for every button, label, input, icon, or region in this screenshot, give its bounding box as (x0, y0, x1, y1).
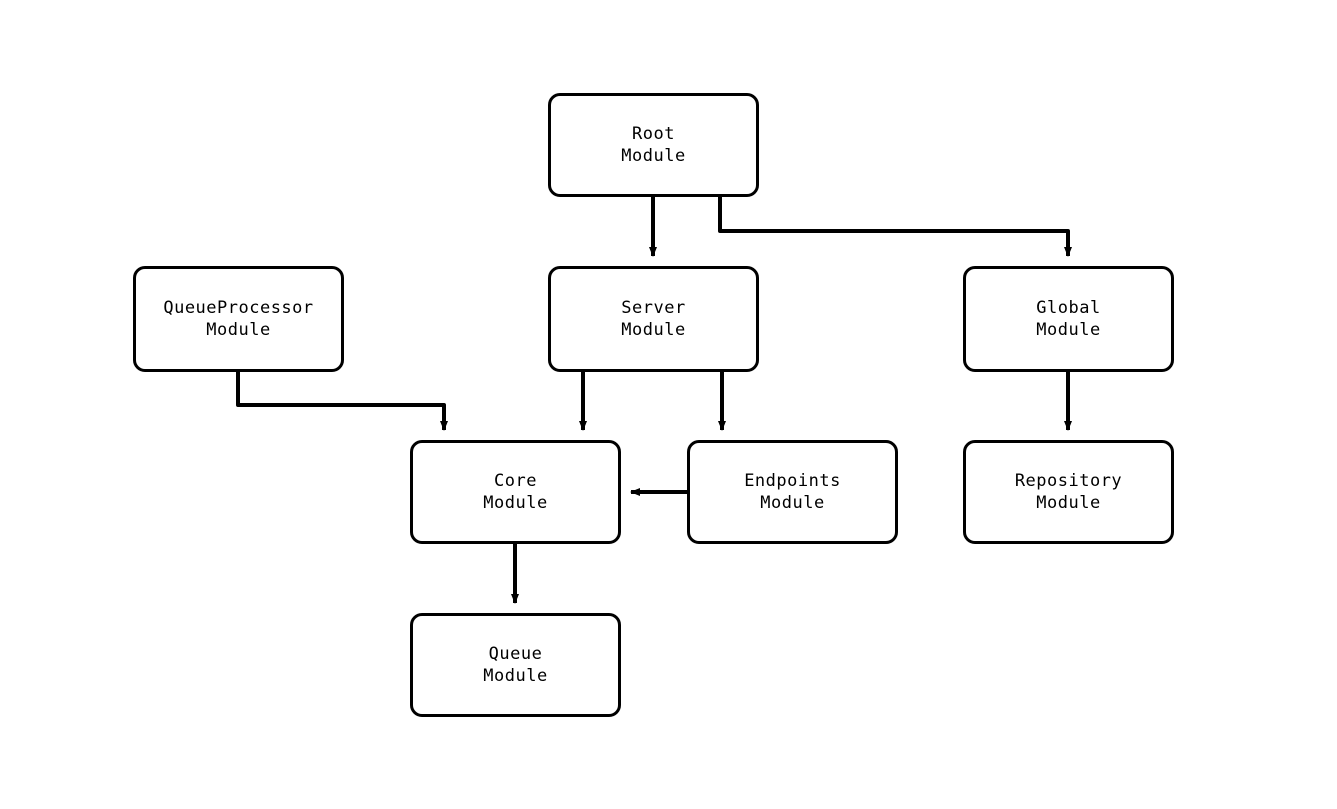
core-module-label-line1: Core (494, 471, 537, 491)
endpoints-module-label-line1: Endpoints (744, 471, 841, 491)
server-module-label-line1: Server (621, 298, 686, 318)
root-module-node[interactable] (548, 93, 759, 197)
queue-module-node[interactable] (410, 613, 621, 717)
root-module-label-line2: Module (621, 146, 686, 166)
repository-module-node[interactable] (963, 440, 1174, 544)
root-module-label-line1: Root (632, 124, 675, 144)
queueprocessor-module-label-line2: Module (206, 320, 271, 340)
server-module-node[interactable] (548, 266, 759, 372)
endpoints-module-label-line2: Module (760, 493, 825, 513)
repository-module-label-line1: Repository (1014, 471, 1123, 491)
global-module-node[interactable] (963, 266, 1174, 372)
core-module-node[interactable] (410, 440, 621, 544)
global-module-label-line1: Global (1036, 298, 1101, 318)
edge-queueprocessor-to-core (238, 372, 444, 430)
edge-root-to-global (720, 197, 1068, 256)
queue-module-label-line2: Module (483, 666, 548, 686)
core-module-label-line2: Module (483, 493, 548, 513)
endpoints-module-node[interactable] (687, 440, 898, 544)
queueprocessor-module-node[interactable] (133, 266, 344, 372)
repository-module-label-line2: Module (1036, 493, 1101, 513)
queueprocessor-module-label-line1: QueueProcessor (163, 298, 314, 318)
global-module-label-line2: Module (1036, 320, 1101, 340)
server-module-label-line2: Module (621, 320, 686, 340)
queue-module-label-line1: Queue (488, 644, 543, 664)
